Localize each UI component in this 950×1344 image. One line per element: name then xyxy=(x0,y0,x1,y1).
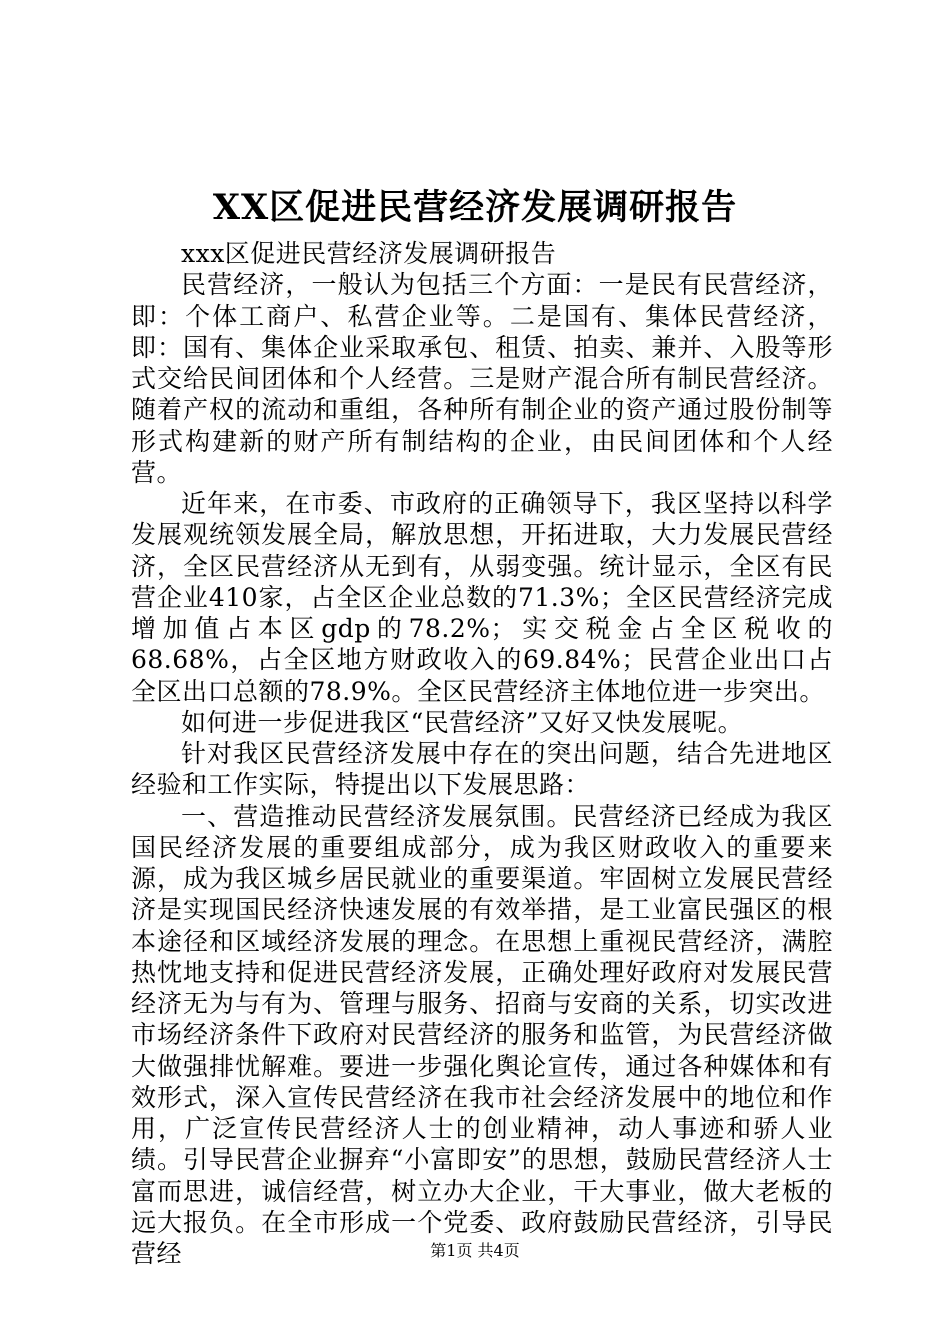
paragraph-section-one: 一、营造推动民营经济发展氛围。民营经济已经成为我区国民经济发展的重要组成部分，成为我区财政收入的重要来源，成为我区城乡居民就业的重要渠道。牢固树立发展民营经济是实现国民经济快速发展的有效举措，是工业富民强区的根本途径和区域经济发展的理念。在思想上重视民营经济，满腔热忱地支持和促进民营经济发展，正确处理好政府对发展民营经济无为与有为、管理与服务、招商与安商的关系，切实改进市场经济条件下政府对民营经济的服务和监管，为民营经济做大做强排忧解难。要进一步强化舆论宣传，通过各种媒体和有效形式，深入宣传民营经济在我市社会经济发展中的地位和作用，广泛宣传民营经济人士的创业精神，动人事迹和骄人业绩。引导民营企业摒弃“小富即安”的思想，鼓励民营经济人士富而思进，诚信经营，树立办大企业，干大事业，做大老板的远大报负。在全市形成一个党委、政府鼓励民营经济，引导民营经 xyxy=(131,801,833,1268)
document-body xyxy=(131,238,833,1269)
document-title: XX区促进民营经济发展调研报告 xyxy=(212,187,738,228)
page-number-footer: 第1页 共4页 xyxy=(430,1241,520,1260)
paragraph-statistics: 近年来，在市委、市政府的正确领导下，我区坚持以科学发展观统领发展全局，解放思想，开拓进取，大力发展民营经济，全区民营经济从无到有，从弱变强。统计显示，全区有民营企业410家，占全区企业总数的71.3%；全区民营经济完成增加值占本区gdp的78.2%；实交税金占全区税收的68.68%，占全区地方财政收入的69.84%；民营企业出口占全区出口总额的78.9%。全区民营经济主体地位进一步突出。 xyxy=(131,489,833,706)
paragraph-definition: 民营经济，一般认为包括三个方面：一是民有民营经济，即：个体工商户、私营企业等。二是国有、集体民营经济，即：国有、集体企业采取承包、租赁、拍卖、兼并、入股等形式交给民间团体和个人经营。三是财产混合所有制民营经济。随着产权的流动和重组，各种所有制企业的资产通过股份制等形式构建新的财产所有制结构的企业，由民间团体和个人经营。 xyxy=(131,270,833,487)
paragraph-approach: 针对我区民营经济发展中存在的突出问题，结合先进地区经验和工作实际，特提出以下发展思路： xyxy=(131,739,833,800)
paragraph-question: 如何进一步促进我区“民营经济”又好又快发展呢。 xyxy=(181,707,744,737)
paragraph-subtitle: xxx区促进民营经济发展调研报告 xyxy=(181,239,557,268)
